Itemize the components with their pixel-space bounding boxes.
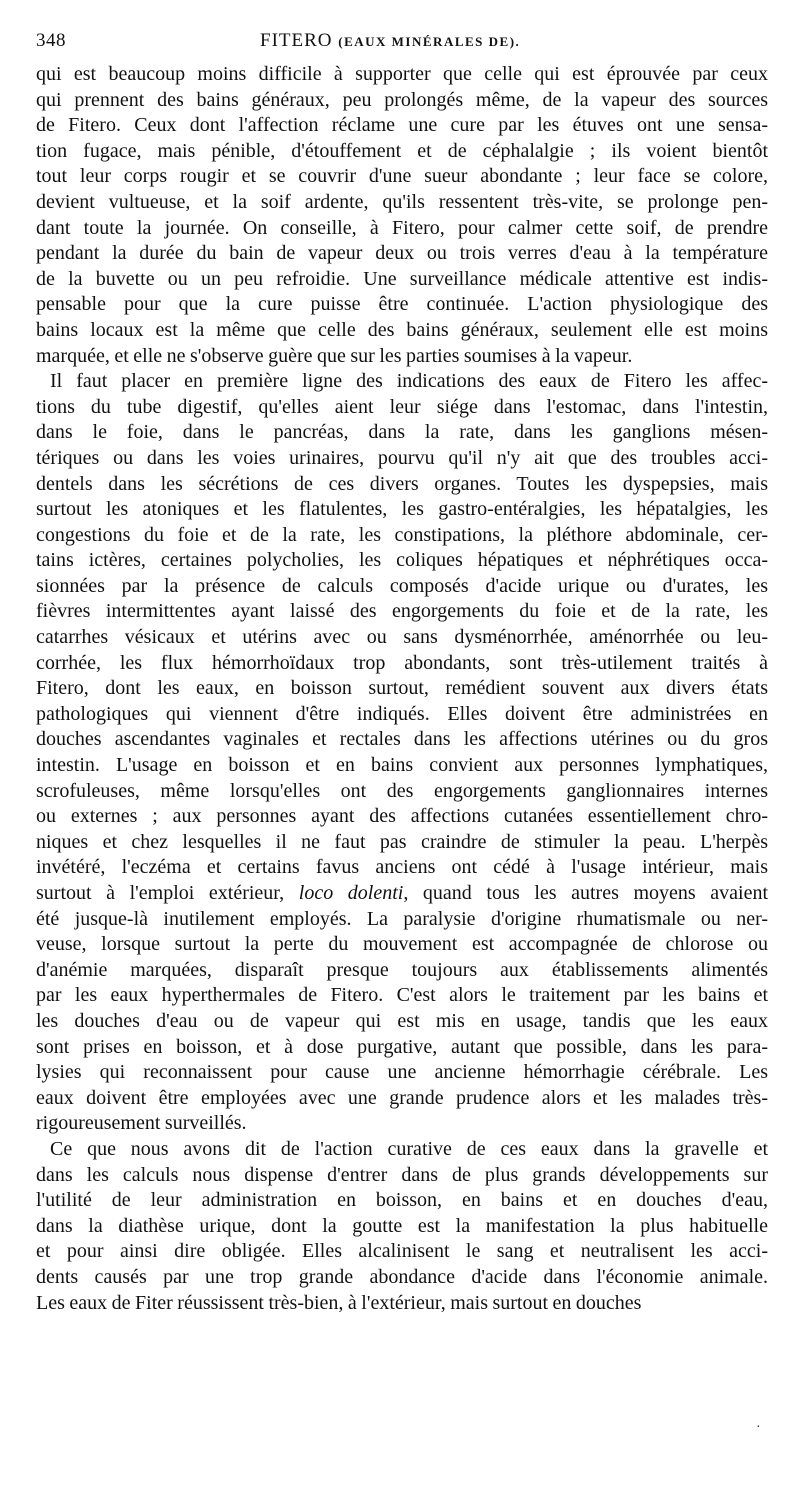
text-line: marquée, et elle ne s'observe guère que sur les parties soumises à la vapeur. (36, 344, 633, 367)
text-line: scrofuleuses, même lorsqu'elles ont des engorgements ganglionnaires internes (36, 779, 768, 802)
text-line: qui est beaucoup moins difficile à supporter que celle qui est éprouvée par ceux (36, 63, 768, 85)
text-line: corrhée, les flux hémorrhoïdaux trop abondants, sont très-utilement traités à (36, 651, 768, 674)
text-line: dant toute la journée. On conseille, à Fitero, pour calmer cette soif, de prendre (36, 216, 768, 239)
text-line: dans la diathèse urique, dont la goutte est la manifestation la plus habituelle (36, 1214, 768, 1237)
text-line: sont prises en boisson, et à dose purgative, autant que possible, dans les para- (36, 1035, 768, 1058)
text-line: devient vultueuse, et la soif ardente, qu'ils ressentent très-vite, se prolonge pen- (36, 190, 768, 213)
paragraph (36, 62, 768, 369)
text-line: lysies qui reconnaissent pour cause une ancienne hémorrhagie cérébrale. Les (36, 1061, 768, 1084)
text-line: catarrhes vésicaux et utérins avec ou sans dysménorrhée, aménorrhée ou leu- (36, 626, 768, 649)
text-line: tains ictères, certaines polycholies, les coliques hépatiques et néphrétiques occa- (36, 549, 768, 572)
running-header (36, 22, 768, 56)
text-line: dentels dans les sécrétions de ces divers organes. Toutes les dyspepsies, mais (36, 472, 768, 495)
page-number: 348 (36, 30, 66, 51)
text-line: surtout à l'emploi extérieur, loco dolenti, quand tous les autres moyens avaient (36, 882, 769, 904)
text-line: tions du tube digestif, qu'elles aient leur siége dans l'estomac, dans l'intestin, (36, 395, 768, 418)
paragraph (36, 1137, 768, 1316)
text-line: rigoureusement surveillés. (36, 1112, 247, 1135)
stray-mark: · (756, 1420, 761, 1435)
text-line: dans le foie, dans le pancréas, dans la rate, dans les ganglions mésen- (36, 421, 768, 444)
running-title (260, 30, 520, 52)
text-line: pathologiques qui viennent d'être indiqués. Elles doivent être administrées en (36, 702, 768, 725)
italic-phrase: loco dolenti (298, 882, 404, 904)
text-line: de la buvette ou un peu refroidie. Une surveillance médicale attentive est indis- (36, 267, 768, 290)
text-line: invétéré, l'eczéma et certains favus anciens ont cédé à l'usage intérieur, mais (36, 856, 768, 879)
text-line: veuse, lorsque surtout la perte du mouvement est accompagnée de chlorose ou (36, 933, 768, 956)
text-line: dans les calculs nous dispense d'entrer dans de plus grands développements sur (36, 1163, 768, 1186)
text-line: Les eaux de Fiter réussissent très-bien, à l'extérieur, mais surtout en douches (36, 1291, 642, 1314)
text-line: été jusque-là inutilement employés. La paralysie d'origine rhumatismale ou ner- (36, 907, 768, 930)
text-line: pendant la durée du bain de vapeur deux ou trois verres d'eau à la température (36, 242, 768, 265)
text-line: Ce que nous avons dit de l'action curative de ces eaux dans la gravelle et (50, 1137, 768, 1160)
running-title-sub: (EAUX MINÉRALES DE). (338, 34, 521, 49)
text-line: pensable pour que la cure puisse être continuée. L'action physiologique des (36, 293, 768, 316)
paragraph (36, 369, 768, 1137)
text-line: bains locaux est la même que celle des bains généraux, seulement elle est moins (36, 318, 768, 341)
running-title-main: FITERO (260, 30, 333, 51)
text-line: sionnées par la présence de calculs composés d'acide urique ou d'urates, les (36, 574, 768, 597)
text-line: tion fugace, mais pénible, d'étouffement et de céphalalgie ; ils voient bientôt (36, 139, 768, 162)
text-line: surtout les atoniques et les flatulentes, les gastro-entéralgies, les hépatalgies, les (36, 498, 768, 521)
text-line: qui prennent des bains généraux, peu prolongés même, de la vapeur des sources (36, 88, 768, 111)
text-line: les douches d'eau ou de vapeur qui est mis en usage, tandis que les eaux (36, 1009, 768, 1032)
text-line: l'utilité de leur administration en boisson, en bains et en douches d'eau, (36, 1189, 768, 1212)
text-line: ou externes ; aux personnes ayant des affections cutanées essentiellement chro- (36, 805, 768, 828)
text-line: et pour ainsi dire obligée. Elles alcalinisent le sang et neutralisent les acci- (36, 1240, 768, 1263)
text-line: niques et chez lesquelles il ne faut pas craindre de stimuler la peau. L'herpès (36, 830, 768, 853)
book-page (36, 22, 768, 1316)
text-line: par les eaux hyperthermales de Fitero. C'est alors le traitement par les bains et (36, 984, 768, 1007)
text-line: tout leur corps rougir et se couvrir d'une sueur abondante ; leur face se colore, (36, 165, 768, 188)
body-text (36, 62, 768, 1316)
text-line: dents causés par une trop grande abondance d'acide dans l'économie animale. (36, 1265, 768, 1288)
text-line: de Fitero. Ceux dont l'affection réclame une cure par les étuves ont une sensa- (36, 114, 768, 137)
text-line: congestions du foie et de la rate, les constipations, la pléthore abdominale, cer- (36, 523, 768, 546)
text-line: intestin. L'usage en boisson et en bains convient aux personnes lymphatiques, (36, 754, 768, 777)
text-line: douches ascendantes vaginales et rectales dans les affections utérines ou du gros (36, 728, 768, 751)
text-line: Fitero, dont les eaux, en boisson surtout, remédient souvent aux divers états (36, 677, 768, 700)
text-line: tériques ou dans les voies urinaires, pourvu qu'il n'y ait que des troubles acci- (36, 446, 768, 469)
text-line: fièvres intermittentes ayant laissé des engorgements du foie et de la rate, les (36, 600, 768, 623)
text-line: Il faut placer en première ligne des indications des eaux de Fitero les affec- (50, 370, 768, 393)
text-line: d'anémie marquées, disparaît presque toujours aux établissements alimentés (36, 958, 768, 981)
text-line: eaux doivent être employées avec une grande prudence alors et les malades très- (36, 1086, 768, 1109)
